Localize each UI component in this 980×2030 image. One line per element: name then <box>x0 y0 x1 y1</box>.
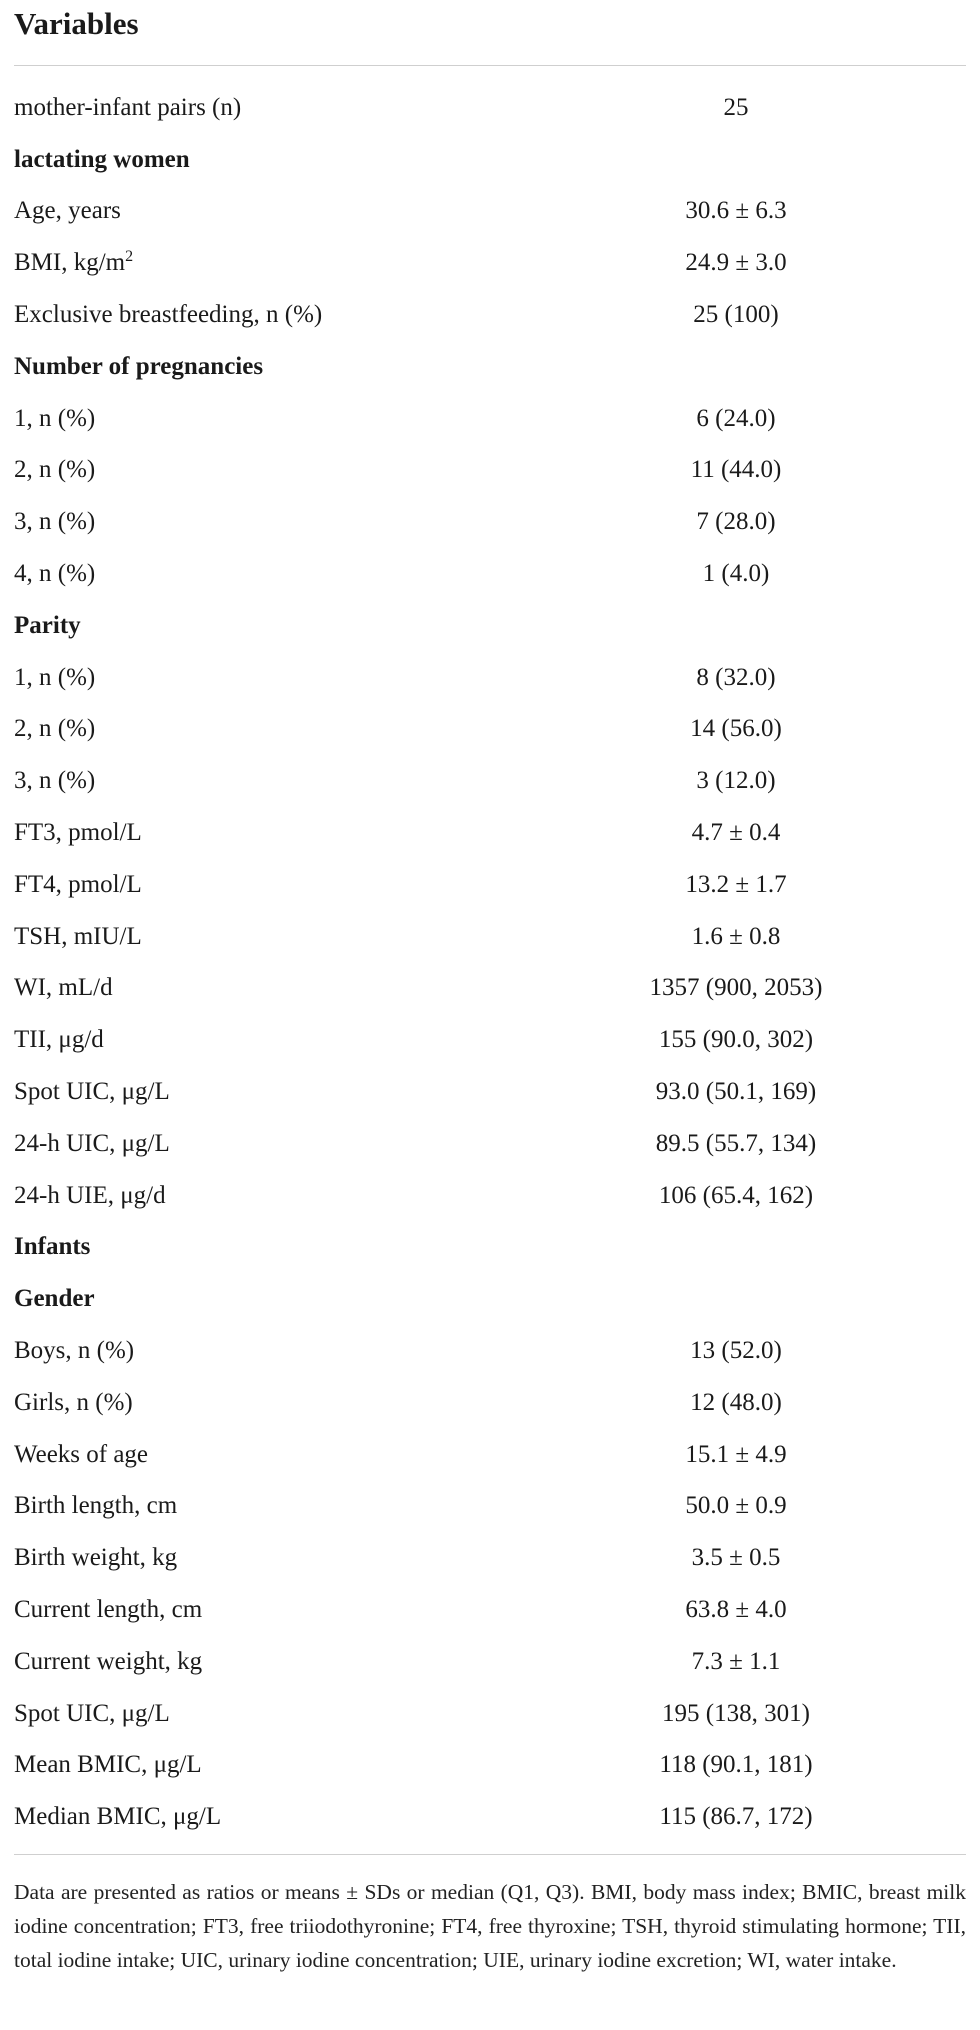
table-row <box>14 652 966 704</box>
row-label-text: Number of pregnancies <box>14 352 264 380</box>
row-value: 1.6 ± 0.8 <box>691 922 781 950</box>
row-label-text: FT3, pmol/L <box>14 819 142 847</box>
table-row <box>14 911 966 963</box>
row-value: 13 (52.0) <box>690 1337 782 1365</box>
row-label-text: Current length, cm <box>14 1596 203 1623</box>
row-value: 3.5 ± 0.5 <box>691 1544 781 1572</box>
row-label-text: Girls, n (%) <box>14 1388 133 1416</box>
row-label-text: 2, n (%) <box>14 456 96 484</box>
row-label-text: 24-h UIE, μg/d <box>14 1181 166 1209</box>
row-label-text: WI, mL/d <box>14 974 113 1002</box>
table-row <box>14 548 966 600</box>
row-value: 93.0 (50.1, 169) <box>655 1078 817 1106</box>
row-label-text: Birth length, cm <box>14 1492 178 1520</box>
row-value: 106 (65.4, 162) <box>658 1181 814 1209</box>
row-value: 25 (100) <box>693 301 779 329</box>
row-label-text: TSH, mIU/L <box>14 922 142 950</box>
row-label <box>14 146 966 174</box>
table-section-row <box>14 341 966 393</box>
row-value: 7.3 ± 1.1 <box>691 1647 781 1675</box>
table-footnote <box>14 1854 966 1977</box>
table-row <box>14 1584 966 1636</box>
footnote-text: Data are presented as ratios or means ± SDs or median (Q1, Q3). BMI, body mass index; BMIC, breast milk iodine concentration; FT3, free triiodothyronine; FT4, free thyroxine; TSH, thyroid stimulating hormone; TII, total iodine intake; UIC, urinary iodine concentration; UIE, urinary iodine excretion; WI, water intake. <box>14 1880 966 1972</box>
table-row <box>14 186 966 238</box>
row-value: 8 (32.0) <box>696 663 776 691</box>
row-label-text: Boys, n (%) <box>14 1337 135 1365</box>
row-label-text: Current weight, kg <box>14 1647 203 1675</box>
row-value: 1357 (900, 2053) <box>649 974 823 1002</box>
row-label <box>14 612 966 640</box>
row-value: 3 (12.0) <box>696 767 776 795</box>
table-row <box>14 393 966 445</box>
row-label-text: 3, n (%) <box>14 767 96 795</box>
row-label-text: Age, years <box>14 197 121 225</box>
table-row <box>14 859 966 911</box>
table-section-row <box>14 134 966 186</box>
row-label-text: Median BMIC, μg/L <box>14 1803 222 1831</box>
table-row <box>14 1532 966 1584</box>
table-row <box>14 289 966 341</box>
row-value: 15.1 ± 4.9 <box>685 1440 787 1468</box>
row-value: 1 (4.0) <box>702 560 770 588</box>
row-label-text: Mean BMIC, μg/L <box>14 1751 202 1779</box>
table-row <box>14 1377 966 1429</box>
column-header-variables: Variables <box>14 6 139 41</box>
row-value: 63.8 ± 4.0 <box>685 1596 787 1623</box>
row-label-text: lactating women <box>14 145 190 173</box>
table-body <box>14 66 966 1843</box>
row-label-text: 3, n (%) <box>14 508 96 536</box>
table-row <box>14 1636 966 1688</box>
table-row <box>14 1066 966 1118</box>
row-value: 11 (44.0) <box>690 456 782 484</box>
table-row <box>14 1740 966 1792</box>
row-value: 7 (28.0) <box>696 508 776 536</box>
row-value: 14 (56.0) <box>690 715 782 743</box>
row-value: 12 (48.0) <box>690 1388 782 1416</box>
row-value: 6 (24.0) <box>696 404 776 432</box>
table-section-row <box>14 1222 966 1274</box>
table-row <box>14 1791 966 1843</box>
table-section-row <box>14 600 966 652</box>
row-label-superscript: 2 <box>125 248 134 266</box>
row-value: 25 <box>723 93 749 121</box>
row-label <box>14 353 966 381</box>
row-label-text: Infants <box>14 1233 91 1261</box>
row-label-text: TII, μg/d <box>14 1026 104 1054</box>
table-row <box>14 755 966 807</box>
table-section-row <box>14 1273 966 1325</box>
row-label-text: Parity <box>14 611 81 639</box>
row-label-text: 1, n (%) <box>14 663 96 691</box>
row-label-text: 24-h UIC, μg/L <box>14 1129 170 1157</box>
table-row <box>14 445 966 497</box>
row-label <box>14 1233 966 1261</box>
row-label-text: 2, n (%) <box>14 715 96 743</box>
row-label-text: Birth weight, kg <box>14 1544 178 1572</box>
row-label-text: mother-infant pairs (n) <box>14 93 242 121</box>
table-row <box>14 496 966 548</box>
row-value: 195 (138, 301) <box>662 1699 810 1727</box>
table-header <box>14 0 966 66</box>
table-row <box>14 1429 966 1481</box>
row-value: 89.5 (55.7, 134) <box>655 1129 817 1157</box>
row-value: 115 (86.7, 172) <box>659 1803 813 1831</box>
row-label-text: FT4, pmol/L <box>14 870 142 898</box>
table-row <box>14 963 966 1015</box>
row-label-text: Spot UIC, μg/L <box>14 1078 170 1106</box>
row-label-text: Gender <box>14 1285 95 1313</box>
row-label-text: Weeks of age <box>14 1440 149 1468</box>
row-label-text: Exclusive breastfeeding, n (%) <box>14 301 323 329</box>
table-row <box>14 82 966 134</box>
table-row <box>14 1688 966 1740</box>
table-row <box>14 807 966 859</box>
table-row <box>14 1325 966 1377</box>
row-value: 118 (90.1, 181) <box>659 1751 813 1779</box>
row-label-text: 4, n (%) <box>14 560 96 588</box>
table-row <box>14 1014 966 1066</box>
row-value: 155 (90.0, 302) <box>658 1026 814 1054</box>
row-value: 30.6 ± 6.3 <box>685 197 787 225</box>
table-row <box>14 237 966 289</box>
table-row <box>14 704 966 756</box>
table-row <box>14 1481 966 1533</box>
table-row <box>14 1118 966 1170</box>
row-label-text: BMI, kg/m <box>14 249 126 277</box>
row-value: 13.2 ± 1.7 <box>685 870 787 898</box>
row-value: 4.7 ± 0.4 <box>691 819 781 847</box>
row-value: 24.9 ± 3.0 <box>685 249 787 277</box>
row-label-text: Spot UIC, μg/L <box>14 1699 170 1727</box>
row-label <box>14 1285 966 1313</box>
table-row <box>14 1170 966 1222</box>
row-label-text: 1, n (%) <box>14 404 96 432</box>
row-value: 50.0 ± 0.9 <box>685 1492 787 1520</box>
